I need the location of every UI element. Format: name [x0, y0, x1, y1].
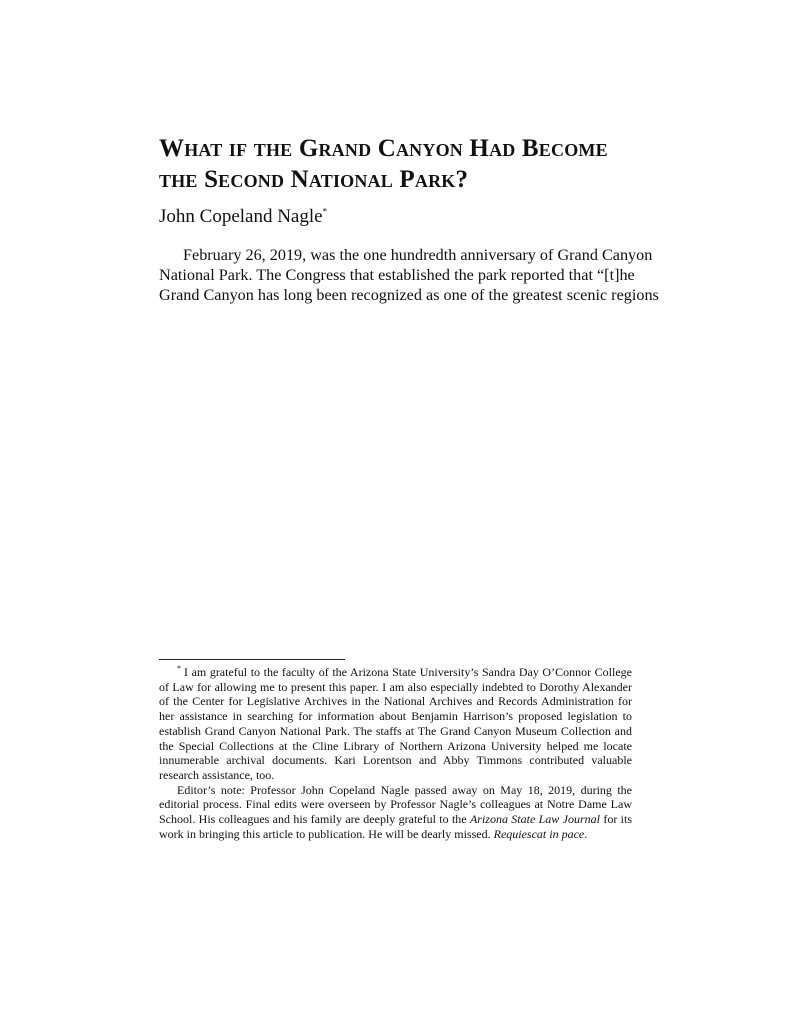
footnote-line-6: the Special Collections at the Cline Library of Northern Arizona University helped me locate [159, 738, 632, 753]
footnote-mark: * [177, 664, 181, 673]
footnote-line-8: research assistance, too. [159, 767, 275, 782]
article-body [159, 245, 659, 305]
journal-name: Arizona State Law Journal [469, 812, 600, 827]
editors-note-line-3 [159, 812, 632, 827]
editors-note-line-4 [159, 827, 632, 842]
footnote-line-3: of the Center for Legislative Archives in the National Archives and Records Administration for [159, 694, 632, 709]
editors-note-line-4-end: . [584, 826, 588, 841]
author-name-text: John Copeland Nagle [159, 206, 323, 227]
footnote-line-2: of Law for allowing me to present this paper. I am also especially indebted to Dorothy Alexander [159, 679, 632, 694]
body-line-2: National Park. The Congress that established the park reported that “[t]he [159, 266, 635, 284]
editors-note-line-2: editorial process. Final edits were overseen by Professor Nagle’s colleagues at Notre Dame Law [159, 797, 632, 812]
editors-note-line-3-end: for its [599, 812, 632, 827]
editors-note-line-4-start: work in bringing this article to publication. He will be dearly missed. [159, 826, 494, 841]
body-line-1: February 26, 2019, was the one hundredth anniversary of Grand Canyon [183, 246, 653, 264]
title-line-1: What if the Grand Canyon Had Become [159, 135, 608, 162]
editors-note-line-1: Editor’s note: Professor John Copeland Nagle passed away on May 18, 2019, during the [177, 782, 632, 797]
footnote-line-1-text: I am grateful to the faculty of the Arizona State University’s Sandra Day O’Connor College [184, 665, 632, 679]
author-name [159, 205, 327, 229]
title-line-2: the Second National Park? [159, 166, 469, 193]
body-line-3: Grand Canyon has long been recognized as one of the greatest scenic regions [159, 286, 659, 304]
footnote-line-5: establish Grand Canyon National Park. The staffs at The Grand Canyon Museum Collection and [159, 723, 632, 738]
footnote-separator [159, 659, 345, 660]
latin-phrase: Requiescat in pace [493, 826, 585, 841]
footnote-line-7: innumerable archival documents. Kari Lorentson and Abby Timmons contributed valuable [159, 753, 632, 768]
footnote-line-1 [159, 665, 632, 680]
footnote-line-4: her assistance in searching for information about Benjamin Harrison’s proposed legislation to [159, 709, 632, 724]
footnotes [159, 665, 632, 841]
article-title [159, 133, 659, 195]
editors-note-line-3-start: School. His colleagues and his family are deeply grateful to the [159, 812, 470, 827]
author-footnote-mark: * [322, 206, 328, 217]
